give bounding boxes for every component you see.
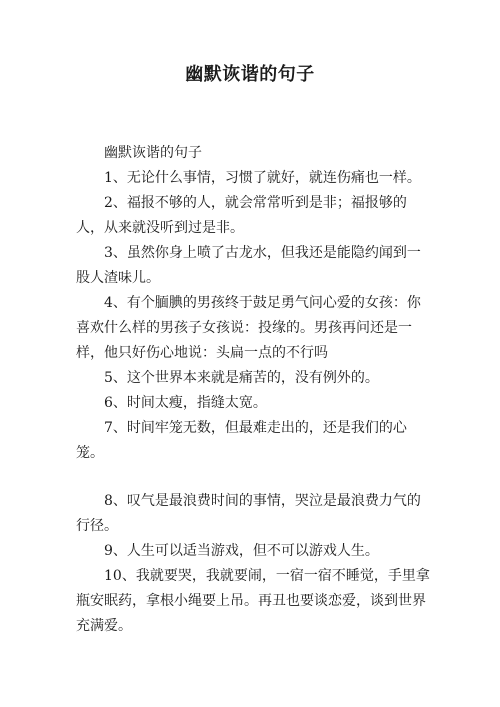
- document-title: 幽默诙谐的句子: [185, 64, 315, 85]
- paragraph-heading: 幽默诙谐的句子: [104, 145, 202, 161]
- paragraph-8: 8、叹气是最浪费时间的事情，哭泣是最浪费力气的行径。: [76, 493, 421, 534]
- document-body: [76, 141, 432, 639]
- paragraph-9: 9、人生可以适当游戏，但不可以游戏人生。: [104, 543, 379, 559]
- paragraph-10: 10、我就要哭，我就要闹，一宿一宿不睡觉，手里拿瓶安眠药，拿根小绳要上吊。再丑也要谈恋爱，谈到世界充满爱。: [76, 568, 430, 634]
- paragraph-1: 1、无论什么事情，习惯了就好，就连伤痛也一样。: [104, 170, 421, 186]
- paragraph-3: 3、虽然你身上喷了古龙水，但我还是能隐约闻到一股人渣味儿。: [76, 245, 421, 286]
- paragraph-4: 4、有个腼腆的男孩终于鼓足勇气问心爱的女孩：你喜欢什么样的男孩子女孩说：投缘的。男孩再问还是一样，他只好伤心地说：头扁一点的不行吗: [76, 295, 421, 361]
- paragraph-7: 7、时间牢笼无数，但最难走出的，还是我们的心笼。: [76, 420, 407, 461]
- paragraph-2: 2、福报不够的人，就会常常听到是非；福报够的人，从来就没听到过是非。: [76, 195, 407, 236]
- paragraph-6: 6、时间太瘦，指缝太宽。: [104, 395, 267, 411]
- paragraph-spacer: [76, 466, 432, 489]
- paragraph-5: 5、这个世界本来就是痛苦的，没有例外的。: [104, 370, 379, 386]
